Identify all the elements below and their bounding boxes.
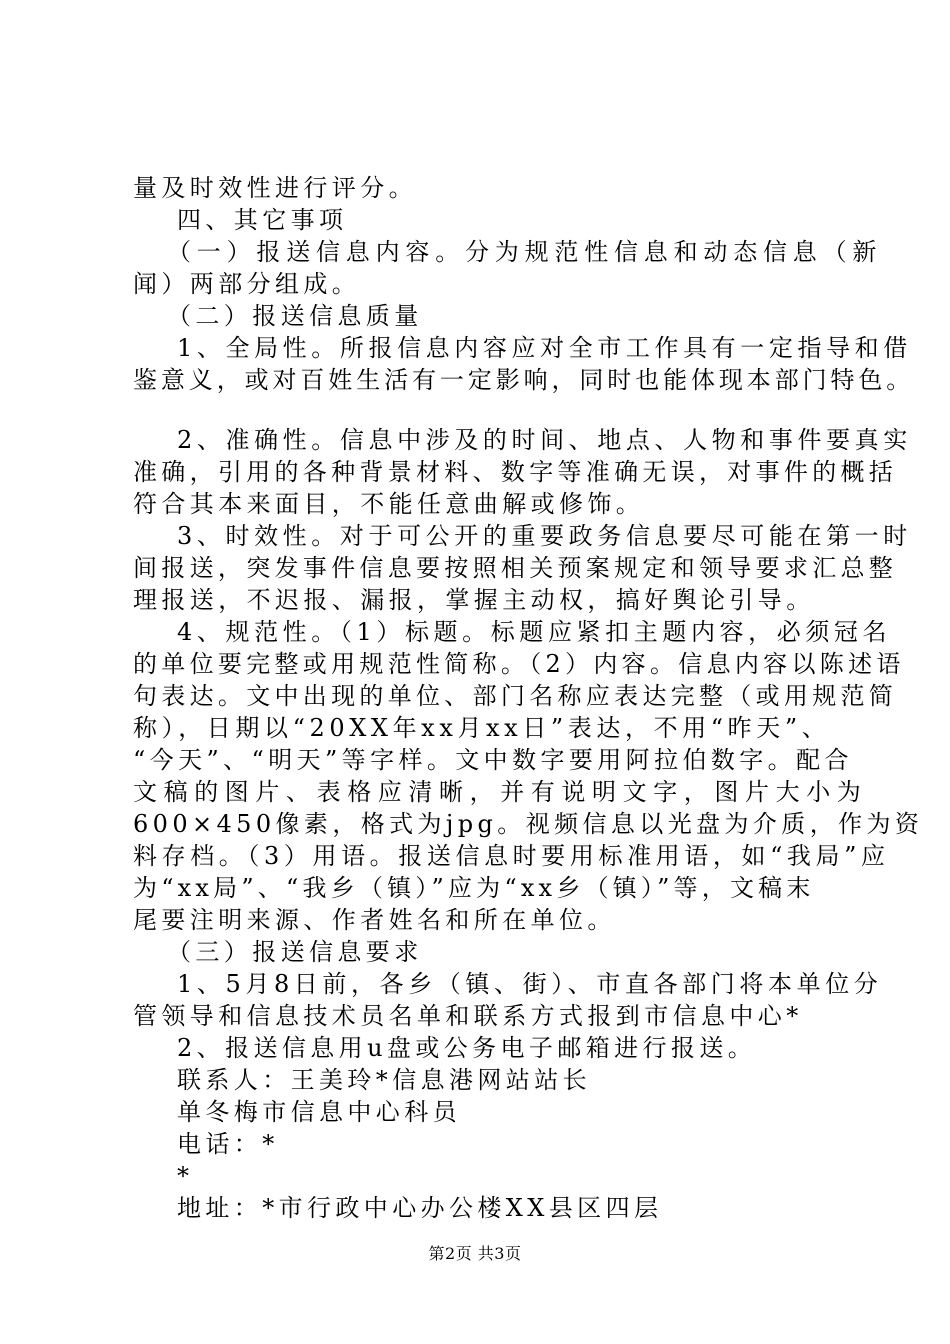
text-line: 理报送，不迟报、漏报，掌握主动权，搞好舆论引导。: [133, 586, 815, 614]
text-line: 料存档。（3）用语。报送信息时要用标准用语，如“我局”应: [133, 842, 890, 870]
text-line: “今天”、“明天”等字样。文中数字要用阿拉伯数字。配合: [133, 746, 853, 774]
page-number-footer: 第2页 共3页: [428, 1244, 522, 1263]
contact-person: 单冬梅市信息中心科员: [177, 1098, 461, 1126]
text-line: 1、5月8日前，各乡（镇、街）、市直各部门将本单位分: [177, 970, 883, 998]
text-line: 闻）两部分组成。: [133, 270, 361, 298]
text-line: 为“xx局”、“我乡（镇）”应为“xx乡（镇）”等，文稿末: [133, 874, 815, 902]
contact-phone: 电话：*: [177, 1130, 279, 1158]
text-line: 称），日期以“20XX年xx月xx日”表达，不用“昨天”、: [133, 714, 831, 742]
text-line: 文稿的图片、表格应清晰，并有说明文字，图片大小为: [133, 778, 868, 806]
text-line: 的单位要完整或用规范性简称。（2）内容。信息内容以陈述语: [133, 650, 905, 678]
contact-address: 地址：*市行政中心办公楼XX县区四层: [177, 1194, 663, 1222]
text-line: 鉴意义，或对百姓生活有一定影响，同时也能体现本部门特色。: [133, 366, 915, 394]
text-line: 量及时效性进行评分。: [133, 174, 417, 202]
text-line: 2、准确性。信息中涉及的时间、地点、人物和事件要真实: [177, 426, 912, 454]
text-line: 2、报送信息用u盘或公务电子邮箱进行报送。: [177, 1034, 757, 1062]
text-line: 间报送，突发事件信息要按照相关预案规定和领导要求汇总整: [133, 554, 898, 582]
text-line: 1、全局性。所报信息内容应对全市工作具有一定指导和借: [177, 334, 912, 362]
text-line: 3、时效性。对于可公开的重要政务信息要尽可能在第一时: [177, 522, 912, 550]
contact-person: 联系人：王美玲*信息港网站站长: [177, 1066, 591, 1094]
text-line: 符合其本来面目，不能任意曲解或修饰。: [133, 490, 645, 518]
text-line: 600×450像素，格式为jpg。视频信息以光盘为介质，作为资: [133, 810, 924, 838]
subsection-heading: （三）报送信息要求: [167, 938, 423, 966]
text-line: 管领导和信息技术员名单和联系方式报到市信息中心*: [133, 1002, 803, 1030]
text-line: 尾要注明来源、作者姓名和所在单位。: [133, 906, 616, 934]
subsection-heading: （二）报送信息质量: [167, 302, 423, 330]
text-line: 4、规范性。（1）标题。标题应紧扣主题内容，必须冠名: [177, 618, 892, 646]
text-line: 句表达。文中出现的单位、部门名称应表达完整（或用规范简: [133, 682, 898, 710]
section-heading: 四、其它事项: [177, 206, 348, 234]
text-line: 准确，引用的各种背景材料、数字等准确无误，对事件的概括: [133, 458, 898, 486]
text-line: （一）报送信息内容。分为规范性信息和动态信息（新: [167, 238, 883, 266]
contact-phone: *: [177, 1162, 194, 1190]
